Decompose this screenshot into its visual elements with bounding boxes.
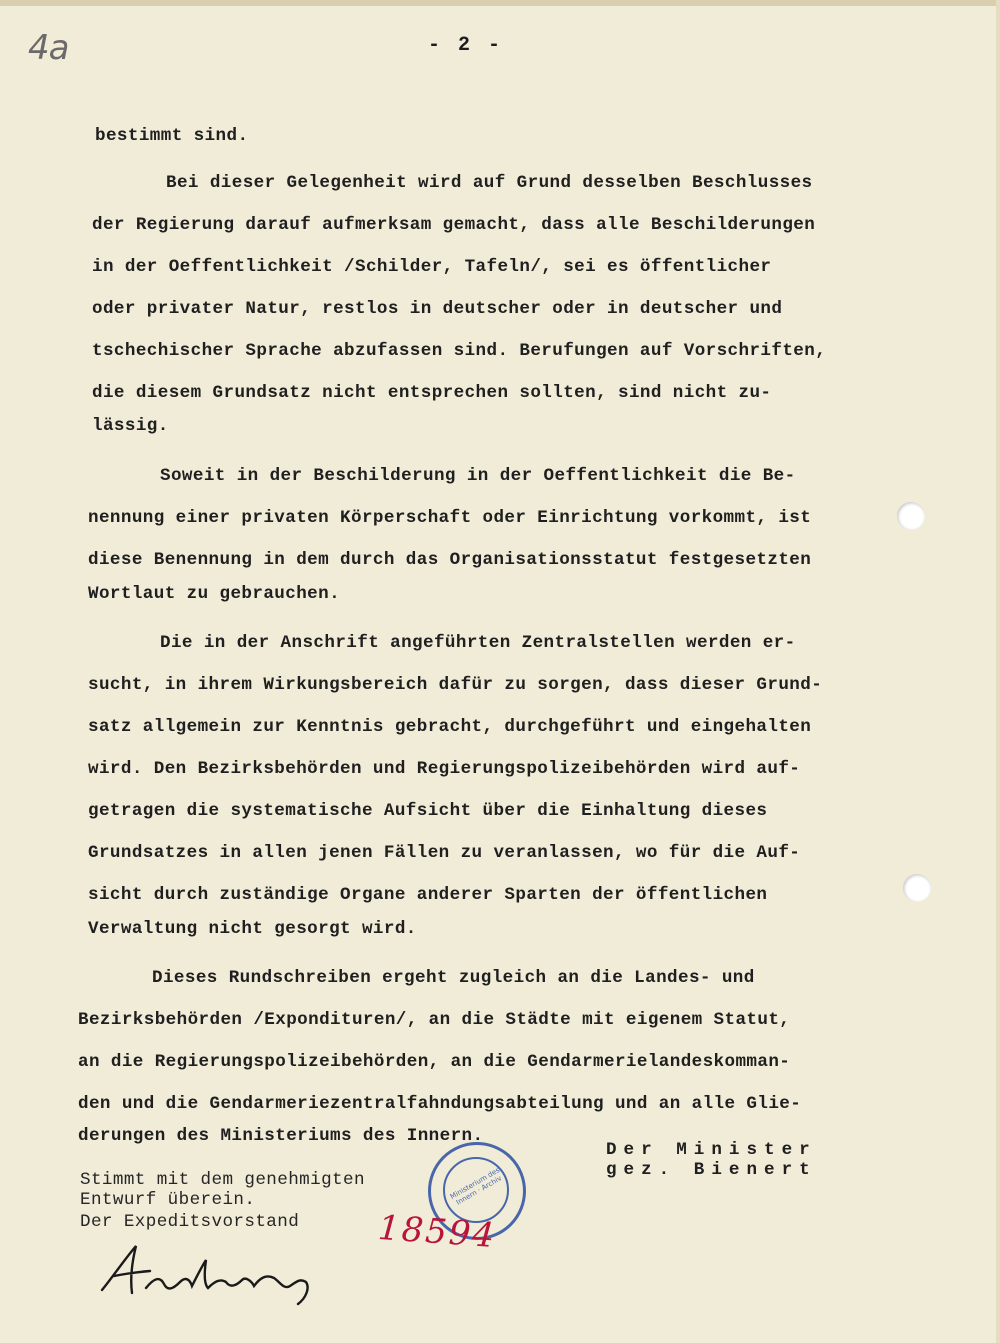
body-line: oder privater Natur, restlos in deutscher oder in deutscher und (92, 299, 783, 319)
approval-line: Der Expeditsvorstand (80, 1212, 300, 1232)
body-line: bestimmt sind. (95, 126, 249, 146)
body-line: tschechischer Sprache abzufassen sind. Berufungen auf Vorschriften, (92, 341, 827, 361)
body-line: an die Regierungspolizeibehörden, an die Gendarmerielandeskomman- (78, 1052, 791, 1072)
signatory-title: Der Minister (606, 1140, 817, 1160)
body-line: Verwaltung nicht gesorgt wird. (88, 919, 417, 939)
body-line: nennung einer privaten Körperschaft oder Einrichtung vorkommt, ist (88, 508, 812, 528)
body-line: sucht, in ihrem Wirkungsbereich dafür zu sorgen, dass dieser Grund- (88, 675, 823, 695)
body-line: Dieses Rundschreiben ergeht zugleich an die Landes- und (152, 968, 755, 988)
body-line: Grundsatzes in allen jenen Fällen zu veranlassen, wo für die Auf- (88, 843, 801, 863)
registration-number-stamp: 18594 (376, 1207, 498, 1257)
body-line: Wortlaut zu gebrauchen. (88, 584, 341, 604)
paper-edge-top (0, 0, 1000, 6)
punch-hole (903, 874, 931, 902)
body-line: Bezirksbehörden /Expondituren/, an die Städte mit eigenem Statut, (78, 1010, 791, 1030)
signatory-name: gez. Bienert (606, 1160, 817, 1180)
archive-stamp-text: Ministerium des Innern · Archiv (448, 1166, 504, 1207)
body-line: sicht durch zuständige Organe anderer Sparten der öffentlichen (88, 885, 768, 905)
approval-line: Entwurf überein. (80, 1190, 256, 1210)
body-line: die diesem Grundsatz nicht entsprechen sollten, sind nicht zu- (92, 383, 772, 403)
body-line: satz allgemein zur Kenntnis gebracht, durchgeführt und eingehalten (88, 717, 812, 737)
body-line: derungen des Ministeriums des Innern. (78, 1126, 484, 1146)
body-line: getragen die systematische Aufsicht über die Einhaltung dieses (88, 801, 768, 821)
body-line: den und die Gendarmeriezentralfahndungsabteilung und an alle Glie- (78, 1094, 802, 1114)
body-line: Die in der Anschrift angeführten Zentralstellen werden er- (160, 633, 796, 653)
body-line: lässig. (92, 416, 169, 436)
page-number: - 2 - (428, 34, 504, 57)
body-line: in der Oeffentlichkeit /Schilder, Tafeln/, sei es öffentlicher (92, 257, 772, 277)
body-line: wird. Den Bezirksbehörden und Regierungspolizeibehörden wird auf- (88, 759, 801, 779)
body-line: Soweit in der Beschilderung in der Oeffentlichkeit die Be- (160, 466, 796, 486)
body-line: Bei dieser Gelegenheit wird auf Grund desselben Beschlusses (166, 173, 813, 193)
body-line: der Regierung darauf aufmerksam gemacht, dass alle Beschilderungen (92, 215, 816, 235)
handwritten-page-note: 4a (28, 28, 69, 68)
punch-hole (897, 502, 925, 530)
approval-line: Stimmt mit dem genehmigten (80, 1170, 365, 1190)
handwritten-signature (94, 1238, 324, 1308)
paper-edge-right (996, 0, 1000, 1343)
body-line: diese Benennung in dem durch das Organisationsstatut festgesetzten (88, 550, 812, 570)
